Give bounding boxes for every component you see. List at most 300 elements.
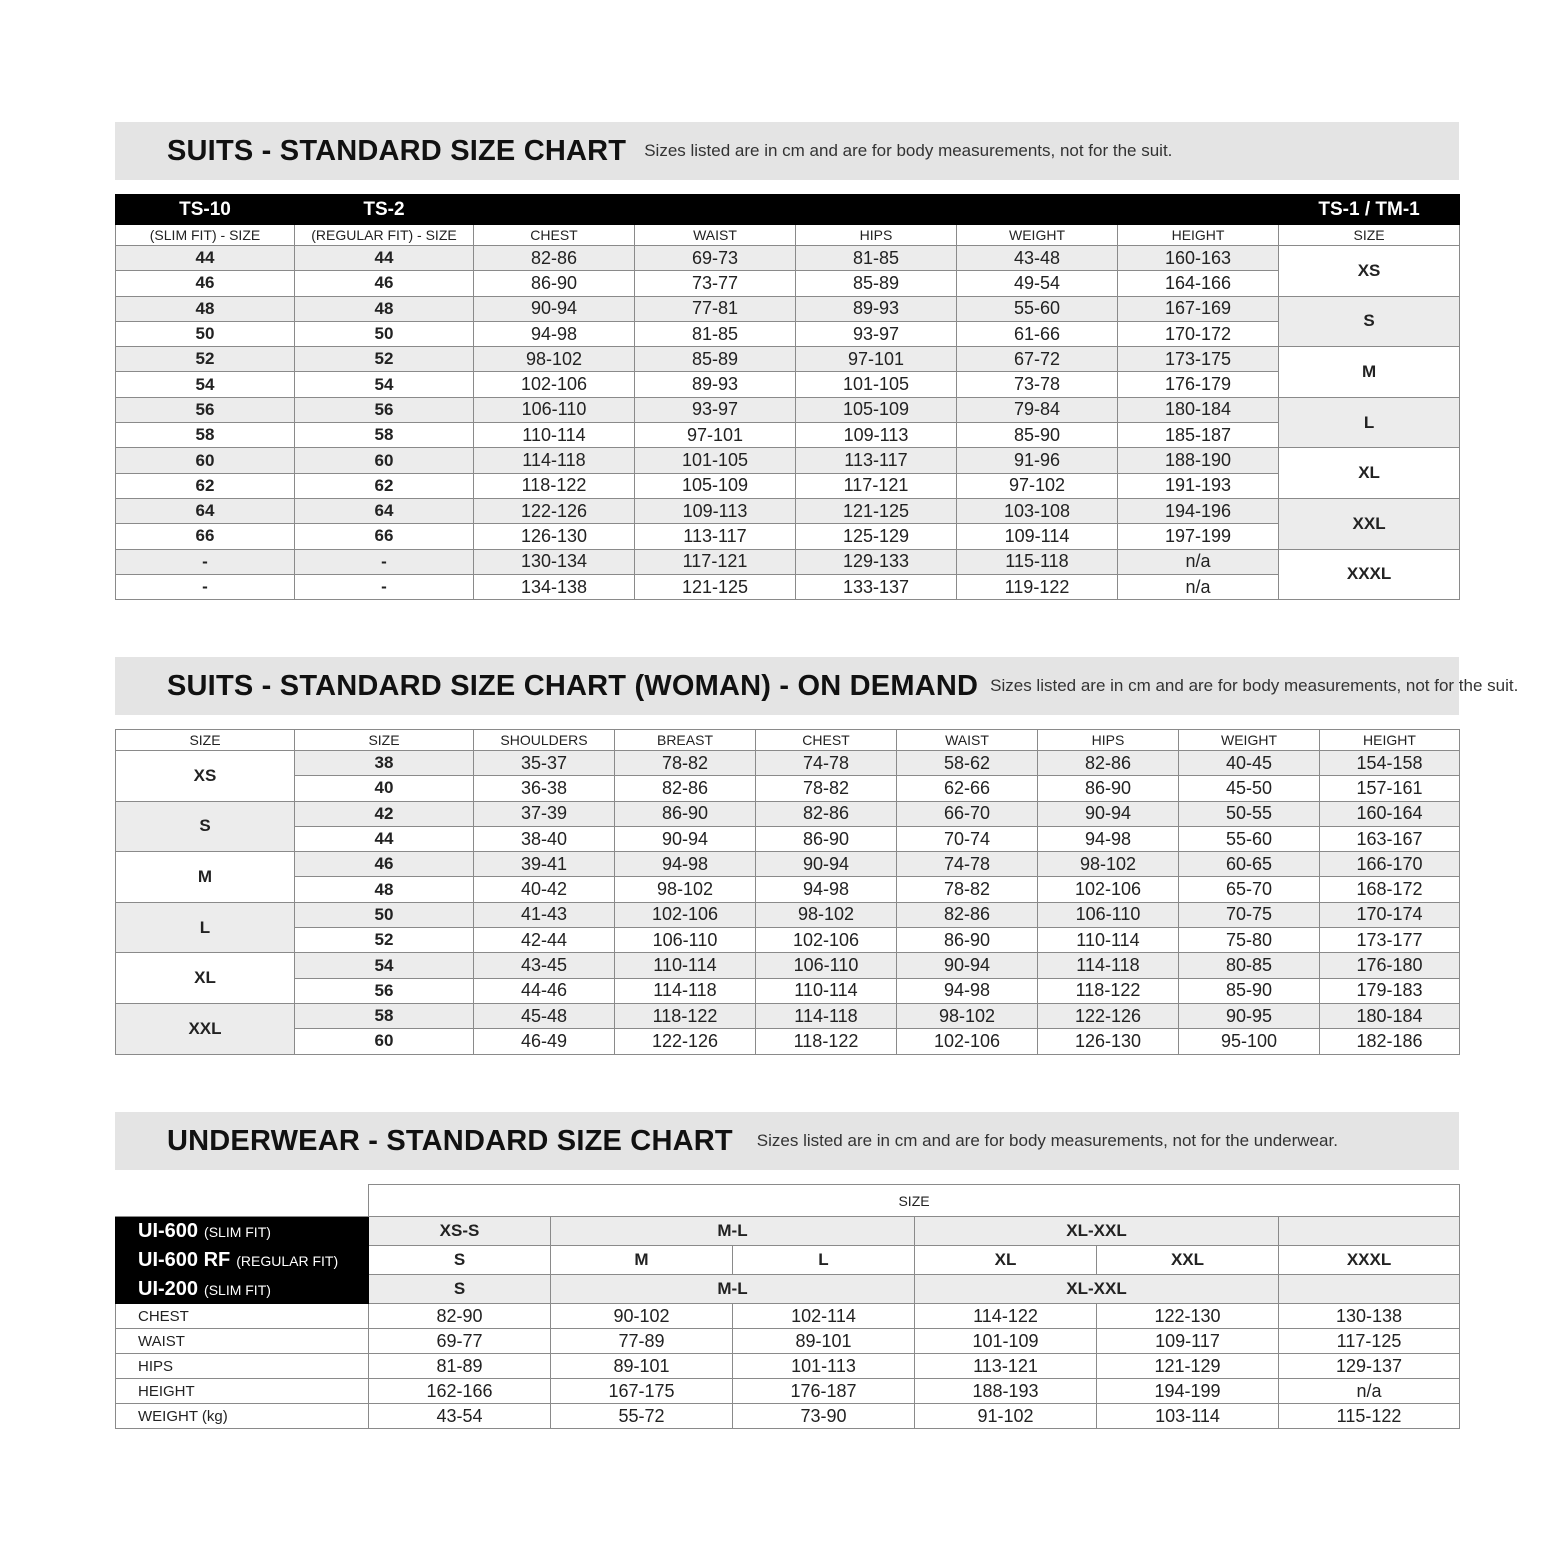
woman-size-cell: XXL xyxy=(116,1003,295,1054)
measurement-cell: 113-117 xyxy=(635,524,796,549)
measurement-cell: 118-122 xyxy=(615,1003,756,1028)
measurement-cell: 36-38 xyxy=(474,776,615,801)
ui200-size-xl-xxl: XL-XXL xyxy=(915,1275,1279,1304)
size-cell: 66 xyxy=(295,524,474,549)
measurement-cell: 61-66 xyxy=(957,321,1118,346)
measurement-cell: 106-110 xyxy=(1038,902,1179,927)
ui600rf-size: XXXL xyxy=(1279,1246,1460,1275)
measurement-cell: 191-193 xyxy=(1118,473,1279,498)
table-row xyxy=(116,574,1460,599)
measurement-cell: 114-118 xyxy=(1038,953,1179,978)
measurement-cell: 101-113 xyxy=(733,1354,915,1379)
table-row xyxy=(116,826,1460,851)
size-cell: - xyxy=(295,549,474,574)
measurement-cell: 166-170 xyxy=(1320,852,1460,877)
ui600rf-size: XXL xyxy=(1097,1246,1279,1275)
measurement-cell: 91-102 xyxy=(915,1404,1097,1429)
measurement-cell: 121-125 xyxy=(796,498,957,523)
ts2-subheader: (REGULAR FIT) - SIZE xyxy=(295,225,474,246)
size-cell: 60 xyxy=(116,448,295,473)
ts1-size-cell: L xyxy=(1279,397,1460,448)
measurement-cell: 44-46 xyxy=(474,978,615,1003)
table-row xyxy=(116,953,1460,978)
size-cell: 48 xyxy=(295,877,474,902)
measurement-cell: 82-86 xyxy=(756,801,897,826)
measurement-cell: 82-86 xyxy=(615,776,756,801)
measurement-cell: 40-42 xyxy=(474,877,615,902)
underwear-banner xyxy=(115,1112,1459,1170)
measurement-cell: 62-66 xyxy=(897,776,1038,801)
measurement-cell: 113-117 xyxy=(796,448,957,473)
underwear-size-header: SIZE xyxy=(369,1185,1460,1217)
size-cell: 50 xyxy=(116,321,295,346)
measurement-cell: 80-85 xyxy=(1179,953,1320,978)
measurement-cell: 102-106 xyxy=(756,928,897,953)
size-cell: 62 xyxy=(295,473,474,498)
ts1-size-cell: S xyxy=(1279,296,1460,347)
measurement-cell: 122-126 xyxy=(1038,1003,1179,1028)
measurement-cell: 35-37 xyxy=(474,751,615,776)
size-cell: 60 xyxy=(295,1029,474,1054)
measurement-cell: 78-82 xyxy=(756,776,897,801)
table-row xyxy=(116,271,1460,296)
measurement-cell: 69-77 xyxy=(369,1329,551,1354)
table-row xyxy=(116,397,1460,422)
size-cell: 58 xyxy=(116,423,295,448)
ts10-subheader: (SLIM FIT) - SIZE xyxy=(116,225,295,246)
size-cell: 46 xyxy=(116,271,295,296)
measurement-cell: 126-130 xyxy=(1038,1029,1179,1054)
table-row xyxy=(116,1379,1460,1404)
measurement-cell: 90-95 xyxy=(1179,1003,1320,1028)
measurement-cell: 86-90 xyxy=(474,271,635,296)
measurement-cell: 110-114 xyxy=(1038,928,1179,953)
table-row xyxy=(116,1003,1460,1028)
size-cell: 46 xyxy=(295,271,474,296)
measurement-cell: 134-138 xyxy=(474,574,635,599)
hips-header: HIPS xyxy=(796,225,957,246)
measurement-cell: 90-94 xyxy=(474,296,635,321)
ui600rf-size: M xyxy=(551,1246,733,1275)
measurement-cell: 110-114 xyxy=(756,978,897,1003)
measurement-cell: 60-65 xyxy=(1179,852,1320,877)
measurement-cell: 163-167 xyxy=(1320,826,1460,851)
measurement-cell: 122-126 xyxy=(615,1029,756,1054)
measurement-cell: 114-118 xyxy=(756,1003,897,1028)
measurement-cell: 95-100 xyxy=(1179,1029,1320,1054)
measurement-cell: 194-199 xyxy=(1097,1379,1279,1404)
measurement-cell: 45-48 xyxy=(474,1003,615,1028)
underwear-note: Sizes listed are in cm and are for body measurements, not for the underwear. xyxy=(756,1131,1338,1150)
size-cell: 44 xyxy=(116,246,295,271)
table-row xyxy=(116,296,1460,321)
size-cell: 58 xyxy=(295,423,474,448)
table-row xyxy=(116,1304,1460,1329)
table-row xyxy=(116,448,1460,473)
woman-size-cell: L xyxy=(116,902,295,953)
measurement-cell: 49-54 xyxy=(957,271,1118,296)
measurement-cell: 130-138 xyxy=(1279,1304,1460,1329)
measurement-cell: 46-49 xyxy=(474,1029,615,1054)
ui200-size-s: S xyxy=(369,1275,551,1304)
measurement-cell: 43-48 xyxy=(957,246,1118,271)
ui600-label: UI-600 (SLIM FIT) xyxy=(116,1217,369,1246)
size-cell: 54 xyxy=(116,372,295,397)
measurement-cell: 121-129 xyxy=(1097,1354,1279,1379)
ts1-header: TS-1 / TM-1 xyxy=(1279,195,1460,225)
measurement-cell: 67-72 xyxy=(957,347,1118,372)
table-row xyxy=(116,246,1460,271)
measurement-cell: 194-196 xyxy=(1118,498,1279,523)
measurement-cell: 122-126 xyxy=(474,498,635,523)
measurement-cell: 97-101 xyxy=(796,347,957,372)
table-row xyxy=(116,1404,1460,1429)
ui600-size-m-l: M-L xyxy=(551,1217,915,1246)
measurement-cell: 90-94 xyxy=(615,826,756,851)
measurement-cell: 85-89 xyxy=(796,271,957,296)
measurement-cell: 94-98 xyxy=(474,321,635,346)
woman-column-header: WAIST xyxy=(897,730,1038,751)
measurement-cell: 182-186 xyxy=(1320,1029,1460,1054)
measurement-cell: 118-122 xyxy=(474,473,635,498)
measurement-cell: 81-85 xyxy=(796,246,957,271)
size-cell: 44 xyxy=(295,826,474,851)
ui200-size-m-l: M-L xyxy=(551,1275,915,1304)
size-cell: 56 xyxy=(295,978,474,1003)
woman-column-header: HEIGHT xyxy=(1320,730,1460,751)
measurement-cell: 81-89 xyxy=(369,1354,551,1379)
measurement-cell: 160-164 xyxy=(1320,801,1460,826)
size-cell: 48 xyxy=(295,296,474,321)
measurement-cell: 133-137 xyxy=(796,574,957,599)
size-cell: 62 xyxy=(116,473,295,498)
measurement-cell: 125-129 xyxy=(796,524,957,549)
measurement-cell: 117-121 xyxy=(796,473,957,498)
table-row xyxy=(116,902,1460,927)
ts1-size-header: SIZE xyxy=(1279,225,1460,246)
measurement-cell: 98-102 xyxy=(897,1003,1038,1028)
ts2-header: TS-2 xyxy=(295,195,474,225)
weight-header: WEIGHT xyxy=(957,225,1118,246)
measurement-label: HIPS xyxy=(116,1354,369,1379)
measurement-cell: 122-130 xyxy=(1097,1304,1279,1329)
size-cell: 52 xyxy=(295,928,474,953)
measurement-cell: 101-105 xyxy=(635,448,796,473)
ts1-size-cell: XXL xyxy=(1279,498,1460,549)
measurement-cell: 37-39 xyxy=(474,801,615,826)
measurement-cell: 82-86 xyxy=(1038,751,1179,776)
size-cell: 44 xyxy=(295,246,474,271)
ui200-size-blank xyxy=(1279,1275,1460,1304)
measurement-cell: 197-199 xyxy=(1118,524,1279,549)
measurement-cell: 86-90 xyxy=(897,928,1038,953)
measurement-cell: 114-118 xyxy=(615,978,756,1003)
measurement-cell: 93-97 xyxy=(635,397,796,422)
measurement-cell: 109-114 xyxy=(957,524,1118,549)
measurement-cell: 179-183 xyxy=(1320,978,1460,1003)
waist-header: WAIST xyxy=(635,225,796,246)
measurement-cell: 69-73 xyxy=(635,246,796,271)
ui600-size-blank xyxy=(1279,1217,1460,1246)
measurement-cell: 98-102 xyxy=(756,902,897,927)
measurement-cell: 126-130 xyxy=(474,524,635,549)
measurement-cell: 173-177 xyxy=(1320,928,1460,953)
measurement-cell: 114-122 xyxy=(915,1304,1097,1329)
ui600rf-size: S xyxy=(369,1246,551,1275)
measurement-cell: 114-118 xyxy=(474,448,635,473)
measurement-cell: 65-70 xyxy=(1179,877,1320,902)
suits-banner xyxy=(115,122,1459,180)
measurement-cell: 40-45 xyxy=(1179,751,1320,776)
woman-column-header: WEIGHT xyxy=(1179,730,1320,751)
measurement-cell: 109-117 xyxy=(1097,1329,1279,1354)
measurement-cell: n/a xyxy=(1118,574,1279,599)
size-cell: 42 xyxy=(295,801,474,826)
size-cell: 58 xyxy=(295,1003,474,1028)
woman-column-header: SHOULDERS xyxy=(474,730,615,751)
measurement-cell: 55-60 xyxy=(957,296,1118,321)
measurement-cell: 77-81 xyxy=(635,296,796,321)
size-cell: - xyxy=(116,574,295,599)
woman-title: SUITS - STANDARD SIZE CHART (WOMAN) - ON DEMAND xyxy=(167,669,979,702)
measurement-cell: 188-193 xyxy=(915,1379,1097,1404)
table-row xyxy=(116,1029,1460,1054)
measurement-cell: 121-125 xyxy=(635,574,796,599)
measurement-cell: 118-122 xyxy=(756,1029,897,1054)
table-row xyxy=(116,524,1460,549)
measurement-cell: 39-41 xyxy=(474,852,615,877)
ui600-size-xl-xxl: XL-XXL xyxy=(915,1217,1279,1246)
size-cell: 64 xyxy=(295,498,474,523)
measurement-cell: 55-60 xyxy=(1179,826,1320,851)
measurement-cell: 109-113 xyxy=(635,498,796,523)
measurement-cell: 102-106 xyxy=(615,902,756,927)
table-row xyxy=(116,978,1460,1003)
measurement-cell: 130-134 xyxy=(474,549,635,574)
woman-size-cell: XS xyxy=(116,751,295,802)
measurement-cell: 115-122 xyxy=(1279,1404,1460,1429)
ts1-size-cell: M xyxy=(1279,347,1460,398)
ui600rf-size: L xyxy=(733,1246,915,1275)
measurement-cell: 90-94 xyxy=(756,852,897,877)
size-cell: 56 xyxy=(295,397,474,422)
measurement-cell: 73-78 xyxy=(957,372,1118,397)
table-row xyxy=(116,347,1460,372)
size-cell: 40 xyxy=(295,776,474,801)
measurement-cell: 70-75 xyxy=(1179,902,1320,927)
measurement-cell: 94-98 xyxy=(615,852,756,877)
measurement-cell: 102-106 xyxy=(1038,877,1179,902)
measurement-cell: 101-105 xyxy=(796,372,957,397)
ui600-size-xs-s: XS-S xyxy=(369,1217,551,1246)
measurement-cell: 157-161 xyxy=(1320,776,1460,801)
ui200-label: UI-200 (SLIM FIT) xyxy=(116,1275,369,1304)
measurement-cell: 78-82 xyxy=(897,877,1038,902)
woman-column-header: CHEST xyxy=(756,730,897,751)
measurement-cell: 89-93 xyxy=(796,296,957,321)
measurement-cell: 97-101 xyxy=(635,423,796,448)
measurement-cell: 93-97 xyxy=(796,321,957,346)
measurement-cell: 82-86 xyxy=(897,902,1038,927)
table-row xyxy=(116,498,1460,523)
size-cell: - xyxy=(295,574,474,599)
measurement-label: HEIGHT xyxy=(116,1379,369,1404)
woman-column-header: SIZE xyxy=(295,730,474,751)
ui600rf-label: UI-600 RF (REGULAR FIT) xyxy=(116,1246,369,1275)
suits-header-blank xyxy=(474,195,1279,225)
ui600rf-size: XL xyxy=(915,1246,1097,1275)
table-row xyxy=(116,321,1460,346)
measurement-cell: 89-101 xyxy=(551,1354,733,1379)
measurement-cell: 160-163 xyxy=(1118,246,1279,271)
measurement-cell: 73-77 xyxy=(635,271,796,296)
measurement-label: CHEST xyxy=(116,1304,369,1329)
measurement-cell: 81-85 xyxy=(635,321,796,346)
measurement-cell: 77-89 xyxy=(551,1329,733,1354)
measurement-cell: 101-109 xyxy=(915,1329,1097,1354)
measurement-cell: 170-174 xyxy=(1320,902,1460,927)
underwear-corner xyxy=(116,1185,369,1217)
measurement-cell: 41-43 xyxy=(474,902,615,927)
suits-note: Sizes listed are in cm and are for body measurements, not for the suit. xyxy=(644,141,1173,160)
table-row xyxy=(116,549,1460,574)
measurement-cell: 105-109 xyxy=(796,397,957,422)
measurement-label: WEIGHT (kg) xyxy=(116,1404,369,1429)
measurement-cell: 90-94 xyxy=(1038,801,1179,826)
measurement-cell: 98-102 xyxy=(615,877,756,902)
measurement-cell: 43-45 xyxy=(474,953,615,978)
measurement-cell: 168-172 xyxy=(1320,877,1460,902)
suits-title: SUITS - STANDARD SIZE CHART xyxy=(167,134,627,167)
woman-size-table xyxy=(115,729,1460,1055)
measurement-cell: 50-55 xyxy=(1179,801,1320,826)
measurement-cell: 38-40 xyxy=(474,826,615,851)
measurement-cell: 167-169 xyxy=(1118,296,1279,321)
measurement-cell: 86-90 xyxy=(1038,776,1179,801)
table-row xyxy=(116,776,1460,801)
size-cell: 52 xyxy=(116,347,295,372)
size-cell: 64 xyxy=(116,498,295,523)
measurement-cell: 173-175 xyxy=(1118,347,1279,372)
measurement-cell: 180-184 xyxy=(1118,397,1279,422)
table-row xyxy=(116,1329,1460,1354)
measurement-cell: 117-125 xyxy=(1279,1329,1460,1354)
size-cell: 38 xyxy=(295,751,474,776)
measurement-cell: 117-121 xyxy=(635,549,796,574)
size-cell: 52 xyxy=(295,347,474,372)
measurement-cell: 129-137 xyxy=(1279,1354,1460,1379)
measurement-cell: 188-190 xyxy=(1118,448,1279,473)
measurement-cell: 106-110 xyxy=(615,928,756,953)
measurement-cell: 94-98 xyxy=(897,978,1038,1003)
ts10-header: TS-10 xyxy=(116,195,295,225)
chest-header: CHEST xyxy=(474,225,635,246)
measurement-cell: 113-121 xyxy=(915,1354,1097,1379)
measurement-cell: 42-44 xyxy=(474,928,615,953)
measurement-cell: 66-70 xyxy=(897,801,1038,826)
table-row xyxy=(116,877,1460,902)
measurement-cell: 110-114 xyxy=(474,423,635,448)
measurement-cell: 86-90 xyxy=(756,826,897,851)
size-cell: 50 xyxy=(295,321,474,346)
measurement-cell: 97-102 xyxy=(957,473,1118,498)
measurement-cell: n/a xyxy=(1118,549,1279,574)
woman-size-cell: XL xyxy=(116,953,295,1004)
woman-column-header: SIZE xyxy=(116,730,295,751)
woman-size-cell: S xyxy=(116,801,295,852)
woman-column-header: HIPS xyxy=(1038,730,1179,751)
table-row xyxy=(116,372,1460,397)
measurement-cell: 176-187 xyxy=(733,1379,915,1404)
measurement-cell: 102-114 xyxy=(733,1304,915,1329)
size-cell: 46 xyxy=(295,852,474,877)
measurement-cell: 154-158 xyxy=(1320,751,1460,776)
measurement-cell: 176-179 xyxy=(1118,372,1279,397)
measurement-cell: 85-90 xyxy=(957,423,1118,448)
measurement-cell: 75-80 xyxy=(1179,928,1320,953)
size-cell: - xyxy=(116,549,295,574)
measurement-cell: 162-166 xyxy=(369,1379,551,1404)
measurement-cell: 74-78 xyxy=(897,852,1038,877)
measurement-cell: 43-54 xyxy=(369,1404,551,1429)
size-cell: 56 xyxy=(116,397,295,422)
measurement-cell: 102-106 xyxy=(474,372,635,397)
measurement-cell: 102-106 xyxy=(897,1029,1038,1054)
measurement-cell: 82-90 xyxy=(369,1304,551,1329)
table-row xyxy=(116,852,1460,877)
measurement-cell: 103-108 xyxy=(957,498,1118,523)
ts1-size-cell: XL xyxy=(1279,448,1460,499)
woman-size-cell: M xyxy=(116,852,295,903)
measurement-cell: 89-93 xyxy=(635,372,796,397)
measurement-cell: 118-122 xyxy=(1038,978,1179,1003)
table-row xyxy=(116,751,1460,776)
measurement-cell: 85-89 xyxy=(635,347,796,372)
measurement-cell: n/a xyxy=(1279,1379,1460,1404)
table-row xyxy=(116,1354,1460,1379)
measurement-cell: 164-166 xyxy=(1118,271,1279,296)
measurement-cell: 119-122 xyxy=(957,574,1118,599)
size-cell: 60 xyxy=(295,448,474,473)
table-row xyxy=(116,928,1460,953)
woman-column-header: BREAST xyxy=(615,730,756,751)
measurement-cell: 73-90 xyxy=(733,1404,915,1429)
table-row xyxy=(116,473,1460,498)
size-cell: 54 xyxy=(295,953,474,978)
measurement-cell: 106-110 xyxy=(474,397,635,422)
measurement-cell: 115-118 xyxy=(957,549,1118,574)
measurement-cell: 98-102 xyxy=(474,347,635,372)
measurement-cell: 98-102 xyxy=(1038,852,1179,877)
underwear-size-table xyxy=(115,1184,1460,1429)
size-cell: 48 xyxy=(116,296,295,321)
measurement-cell: 70-74 xyxy=(897,826,1038,851)
ts1-size-cell: XS xyxy=(1279,246,1460,297)
measurement-cell: 89-101 xyxy=(733,1329,915,1354)
measurement-cell: 90-94 xyxy=(897,953,1038,978)
size-cell: 66 xyxy=(116,524,295,549)
measurement-cell: 129-133 xyxy=(796,549,957,574)
measurement-label: WAIST xyxy=(116,1329,369,1354)
underwear-title: UNDERWEAR - STANDARD SIZE CHART xyxy=(167,1124,733,1157)
measurement-cell: 79-84 xyxy=(957,397,1118,422)
size-cell: 54 xyxy=(295,372,474,397)
measurement-cell: 103-114 xyxy=(1097,1404,1279,1429)
woman-note: Sizes listed are in cm and are for body measurements, not for the suit. xyxy=(990,676,1519,695)
table-row xyxy=(116,423,1460,448)
measurement-cell: 180-184 xyxy=(1320,1003,1460,1028)
measurement-cell: 167-175 xyxy=(551,1379,733,1404)
